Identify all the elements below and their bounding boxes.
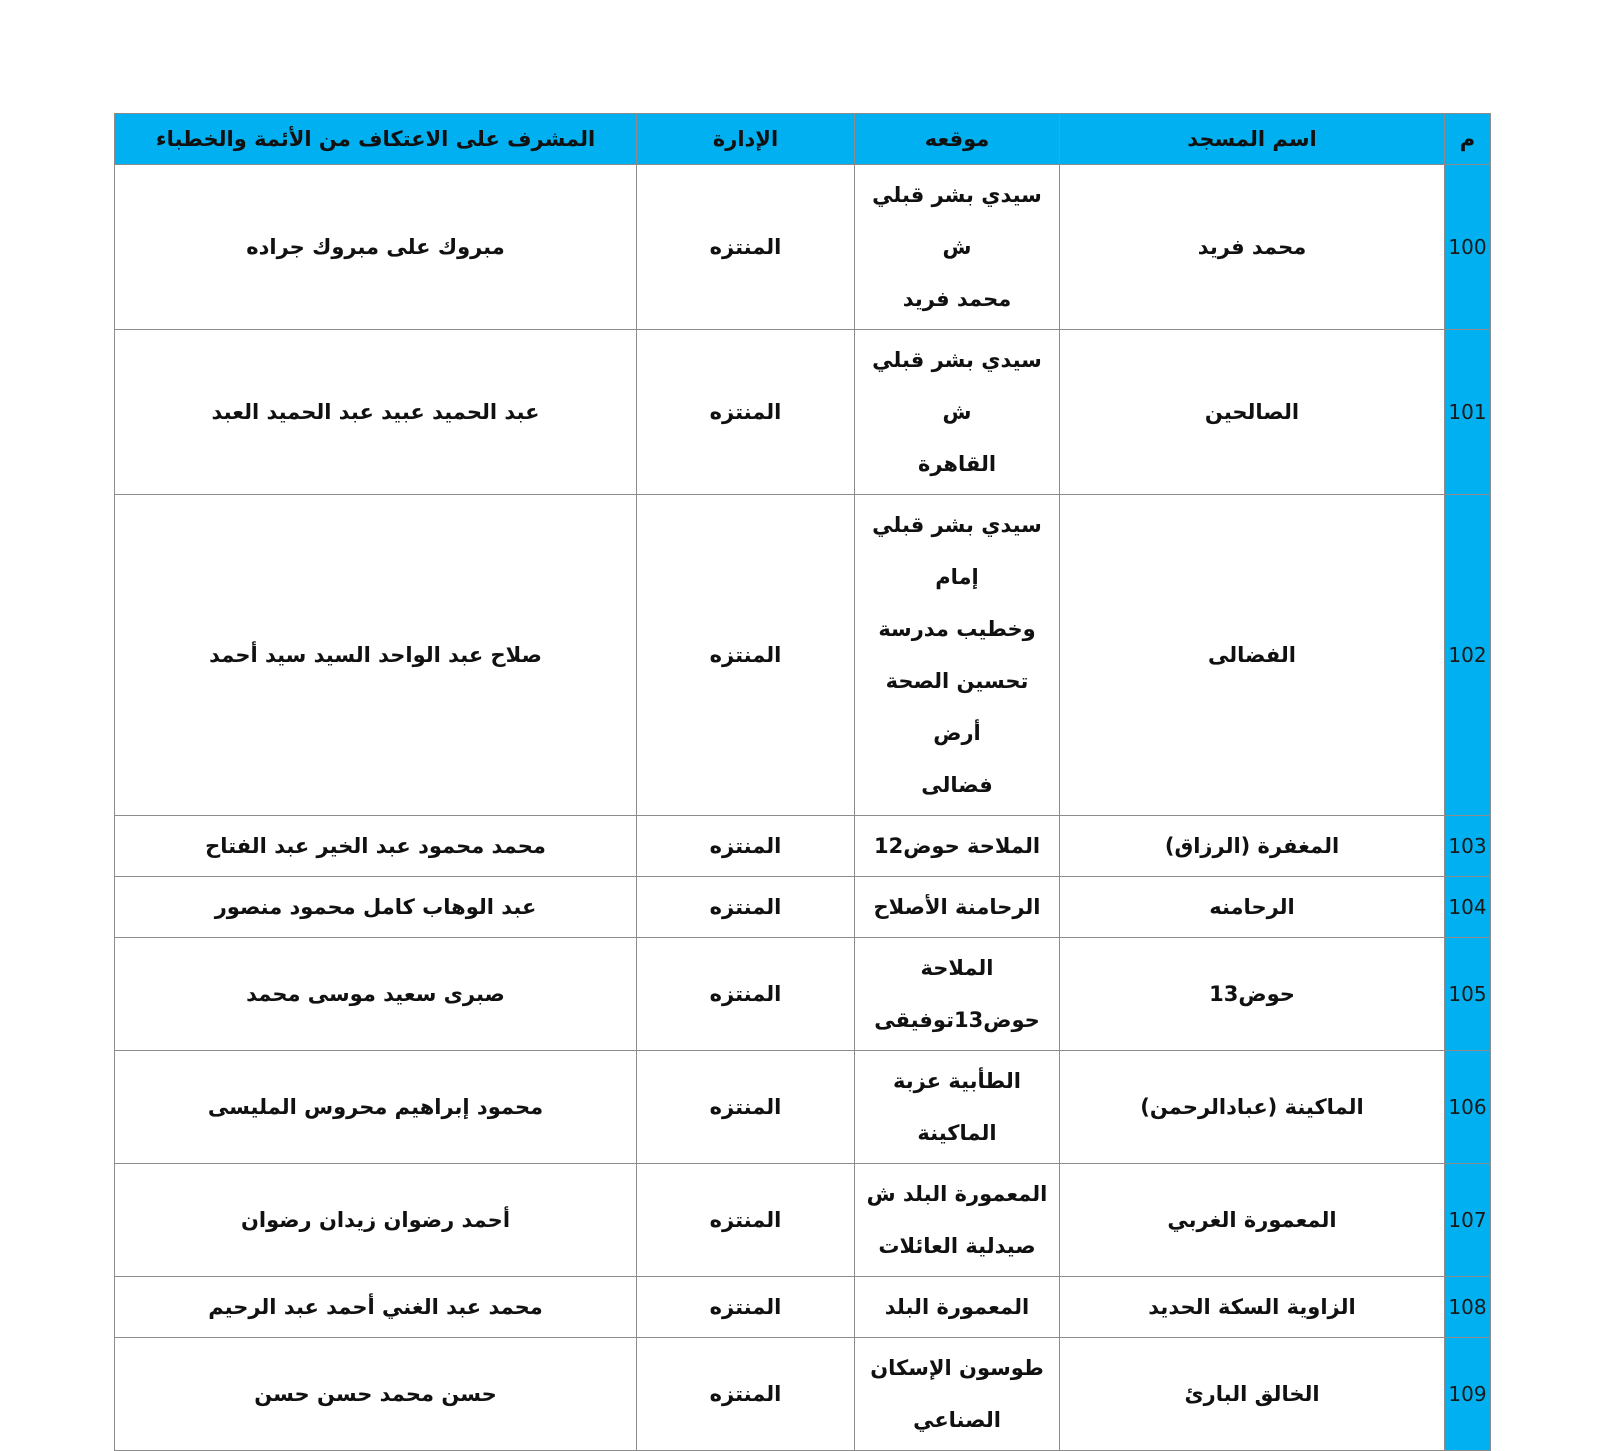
row-number-cell: 108 xyxy=(1445,1277,1491,1338)
row-number-cell: 106 xyxy=(1445,1051,1491,1164)
table-row xyxy=(115,1338,1491,1451)
row-number-cell: 105 xyxy=(1445,938,1491,1051)
supervisor-cell: عبد الوهاب كامل محمود منصور xyxy=(115,877,637,938)
mosque-name-cell: حوض13 xyxy=(1060,938,1445,1051)
administration-cell: المنتزه xyxy=(637,1164,855,1277)
location-line: حوض13توفيقى xyxy=(874,1008,1040,1032)
header-mosque-name: اسم المسجد xyxy=(1060,114,1445,165)
row-number-cell: 103 xyxy=(1445,816,1491,877)
location-line: تحسين الصحة أرض xyxy=(885,669,1029,745)
administration-cell: المنتزه xyxy=(637,816,855,877)
supervisor-cell: صلاح عبد الواحد السيد سيد أحمد xyxy=(115,495,637,816)
header-administration: الإدارة xyxy=(637,114,855,165)
table-row xyxy=(115,495,1491,816)
mosque-name-cell: الماكينة (عبادالرحمن) xyxy=(1060,1051,1445,1164)
table-row xyxy=(115,877,1491,938)
mosques-table xyxy=(114,113,1491,1451)
header-supervisor: المشرف على الاعتكاف من الأئمة والخطباء xyxy=(115,114,637,165)
supervisor-cell: أحمد رضوان زيدان رضوان xyxy=(115,1164,637,1277)
location-line: القاهرة xyxy=(917,452,997,476)
location-line: محمد فريد xyxy=(902,287,1012,311)
row-number-cell: 107 xyxy=(1445,1164,1491,1277)
location-line: صيدلية العائلات xyxy=(878,1234,1036,1258)
table-header xyxy=(115,114,1491,165)
table-row xyxy=(115,330,1491,495)
location-cell xyxy=(855,330,1060,495)
location-cell xyxy=(855,816,1060,877)
row-number-cell: 101 xyxy=(1445,330,1491,495)
mosque-name-cell: المغفرة (الرزاق) xyxy=(1060,816,1445,877)
location-line: وخطيب مدرسة xyxy=(878,617,1036,641)
administration-cell: المنتزه xyxy=(637,1051,855,1164)
mosque-name-cell: الصالحين xyxy=(1060,330,1445,495)
location-line: الصناعي xyxy=(913,1408,1001,1432)
supervisor-cell: عبد الحميد عبيد عبد الحميد العبد xyxy=(115,330,637,495)
header-num: م xyxy=(1445,114,1491,165)
supervisor-cell: محمود إبراهيم محروس المليسى xyxy=(115,1051,637,1164)
location-cell xyxy=(855,1338,1060,1451)
location-cell xyxy=(855,1051,1060,1164)
mosque-name-cell: الخالق البارئ xyxy=(1060,1338,1445,1451)
administration-cell: المنتزه xyxy=(637,165,855,330)
table-row xyxy=(115,1277,1491,1338)
supervisor-cell: صبرى سعيد موسى محمد xyxy=(115,938,637,1051)
mosque-name-cell: الزاوية السكة الحديد xyxy=(1060,1277,1445,1338)
row-number-cell: 109 xyxy=(1445,1338,1491,1451)
administration-cell: المنتزه xyxy=(637,330,855,495)
row-number-cell: 102 xyxy=(1445,495,1491,816)
table-body xyxy=(115,165,1491,1451)
supervisor-cell: محمد عبد الغني أحمد عبد الرحيم xyxy=(115,1277,637,1338)
supervisor-cell: حسن محمد حسن حسن xyxy=(115,1338,637,1451)
table-row xyxy=(115,938,1491,1051)
location-cell xyxy=(855,495,1060,816)
table-row xyxy=(115,1164,1491,1277)
location-line: طوسون الإسكان xyxy=(870,1356,1044,1380)
row-number-cell: 100 xyxy=(1445,165,1491,330)
administration-cell: المنتزه xyxy=(637,495,855,816)
table-row xyxy=(115,816,1491,877)
location-cell xyxy=(855,938,1060,1051)
administration-cell: المنتزه xyxy=(637,877,855,938)
administration-cell: المنتزه xyxy=(637,938,855,1051)
table-row xyxy=(115,165,1491,330)
location-cell xyxy=(855,1164,1060,1277)
location-line: الطأبية عزبة الماكينة xyxy=(893,1069,1021,1145)
supervisor-cell: محمد محمود عبد الخير عبد الفتاح xyxy=(115,816,637,877)
administration-cell: المنتزه xyxy=(637,1277,855,1338)
location-line: المعمورة البلد xyxy=(884,1295,1030,1319)
location-cell xyxy=(855,1277,1060,1338)
row-number-cell: 104 xyxy=(1445,877,1491,938)
table-row xyxy=(115,1051,1491,1164)
location-line: المعمورة البلد ش xyxy=(866,1182,1048,1206)
location-line: الرحامنة الأصلاح xyxy=(873,895,1041,919)
location-line: الملاحة xyxy=(920,956,994,980)
location-line: سيدي بشر قبلي ش xyxy=(872,348,1042,424)
location-line: فضالى xyxy=(921,773,993,797)
supervisor-cell: مبروك على مبروك جراده xyxy=(115,165,637,330)
mosque-name-cell: المعمورة الغربي xyxy=(1060,1164,1445,1277)
location-line: سيدي بشر قبلي إمام xyxy=(872,513,1042,589)
mosque-name-cell: محمد فريد xyxy=(1060,165,1445,330)
administration-cell: المنتزه xyxy=(637,1338,855,1451)
location-line: الملاحة حوض12 xyxy=(873,834,1041,858)
mosque-name-cell: الفضالى xyxy=(1060,495,1445,816)
location-cell xyxy=(855,165,1060,330)
location-cell xyxy=(855,877,1060,938)
mosque-name-cell: الرحامنه xyxy=(1060,877,1445,938)
header-location: موقعه xyxy=(855,114,1060,165)
header-row xyxy=(115,114,1491,165)
location-line: سيدي بشر قبلي ش xyxy=(872,183,1042,259)
